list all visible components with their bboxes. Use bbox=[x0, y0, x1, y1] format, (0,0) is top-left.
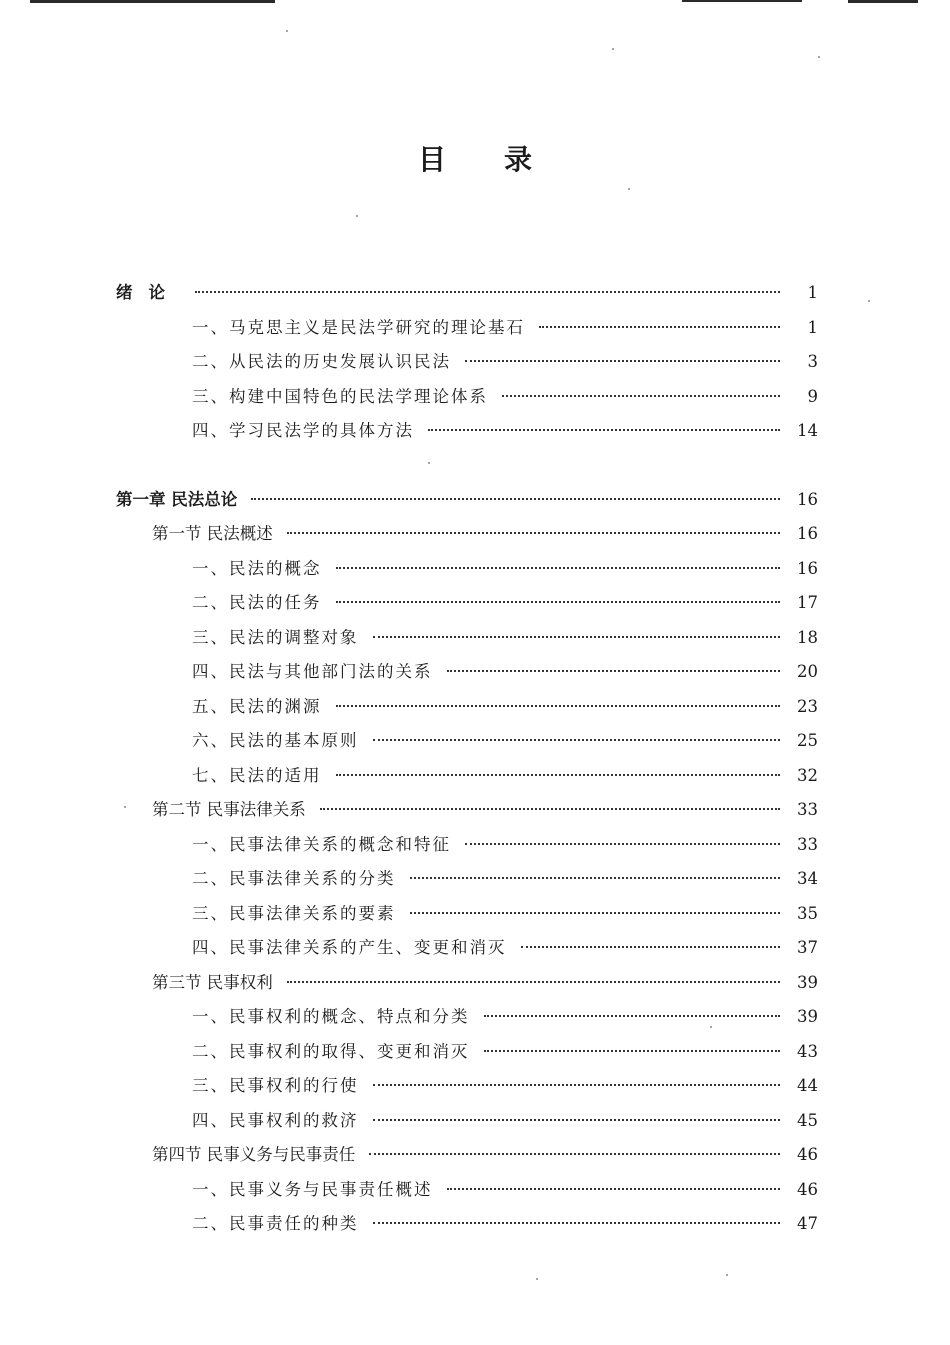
scan-speck bbox=[428, 462, 430, 464]
toc-entry-page: 43 bbox=[797, 1041, 818, 1061]
top-rule-right bbox=[848, 0, 918, 3]
toc-entry[interactable] bbox=[0, 828, 950, 863]
toc-entry-page: 16 bbox=[797, 558, 818, 578]
toc-entry[interactable] bbox=[0, 380, 950, 415]
toc-entry-page: 34 bbox=[797, 869, 818, 888]
toc-entry[interactable] bbox=[0, 793, 950, 828]
toc-entry-label: 一、民法的概念 bbox=[192, 558, 322, 578]
toc-entry[interactable] bbox=[0, 1035, 950, 1070]
toc-entry[interactable] bbox=[0, 1000, 950, 1035]
toc-leader-dots bbox=[521, 946, 781, 948]
toc-leader-dots bbox=[373, 1222, 781, 1224]
page-title: 目录 bbox=[417, 143, 590, 176]
toc-entry-page: 46 bbox=[797, 1145, 818, 1164]
toc-entry-page: 17 bbox=[797, 593, 818, 612]
scan-speck bbox=[536, 1278, 538, 1280]
toc-entry[interactable] bbox=[0, 276, 950, 311]
toc-leader-dots bbox=[484, 1050, 781, 1052]
toc-entry-label: 二、民事法律关系的分类 bbox=[192, 869, 396, 888]
toc-leader-dots bbox=[465, 843, 780, 845]
toc-leader-dots bbox=[336, 567, 781, 569]
scan-speck bbox=[286, 30, 288, 32]
toc-leader-dots bbox=[251, 498, 780, 500]
toc-entry-label: 三、民法的调整对象 bbox=[192, 627, 359, 647]
toc-entry-page: 39 bbox=[797, 1007, 818, 1026]
toc-entry-label: 七、民法的适用 bbox=[192, 765, 322, 785]
toc-entry-label: 四、民事法律关系的产生、变更和消灭 bbox=[192, 938, 507, 957]
toc-entry-page: 9 bbox=[807, 386, 818, 406]
toc-leader-dots bbox=[336, 601, 781, 603]
toc-entry-label: 四、民法与其他部门法的关系 bbox=[192, 662, 433, 681]
toc-entry-label: 一、民事权利的概念、特点和分类 bbox=[192, 1007, 470, 1026]
toc-leader-dots bbox=[369, 1153, 780, 1155]
toc-entry[interactable] bbox=[0, 690, 950, 725]
toc-entry-page: 16 bbox=[797, 489, 818, 509]
toc-leader-dots bbox=[373, 739, 781, 741]
toc-entry[interactable] bbox=[0, 483, 950, 518]
toc-entry-label: 六、民法的基本原则 bbox=[192, 731, 359, 750]
toc-entry-label: 第一节 民法概述 bbox=[152, 524, 273, 543]
scan-speck bbox=[818, 56, 820, 58]
toc-entry-label: 绪论 bbox=[116, 283, 181, 302]
toc-entry[interactable] bbox=[0, 966, 950, 1001]
toc-entry-label: 三、构建中国特色的民法学理论体系 bbox=[192, 386, 488, 406]
toc-leader-dots bbox=[287, 981, 780, 983]
toc-entry-label: 一、民事法律关系的概念和特征 bbox=[192, 834, 451, 854]
toc-entry[interactable] bbox=[0, 1173, 950, 1208]
toc-entry[interactable] bbox=[0, 621, 950, 656]
toc-entry-page: 35 bbox=[797, 903, 818, 923]
toc-entry[interactable] bbox=[0, 931, 950, 966]
toc-entry-page: 14 bbox=[797, 421, 818, 440]
toc-leader-dots bbox=[287, 532, 780, 534]
toc-entry[interactable] bbox=[0, 897, 950, 932]
toc-leader-dots bbox=[410, 877, 781, 879]
scan-speck bbox=[356, 215, 358, 217]
toc-entry-label: 二、民事责任的种类 bbox=[192, 1214, 359, 1233]
toc-entry-label: 一、马克思主义是民法学研究的理论基石 bbox=[192, 317, 525, 337]
toc-entry-page: 39 bbox=[797, 972, 818, 992]
toc-entry-label: 四、民事权利的救济 bbox=[192, 1110, 359, 1130]
toc-entry-page: 1 bbox=[807, 283, 818, 302]
toc-entry-page: 37 bbox=[797, 938, 818, 957]
toc-entry-label: 三、民事权利的行使 bbox=[192, 1076, 359, 1095]
toc-entry[interactable] bbox=[0, 1069, 950, 1104]
toc-leader-dots bbox=[320, 808, 780, 810]
toc-entry-page: 33 bbox=[797, 800, 818, 819]
toc-entry[interactable] bbox=[0, 724, 950, 759]
toc-leader-dots bbox=[447, 670, 781, 672]
scan-speck bbox=[726, 1274, 728, 1276]
toc-entry-page: 20 bbox=[797, 662, 818, 681]
toc-leader-dots bbox=[195, 291, 780, 293]
toc-leader-dots bbox=[428, 429, 780, 431]
toc-entry-page: 45 bbox=[797, 1110, 818, 1130]
toc-entry-label: 三、民事法律关系的要素 bbox=[192, 903, 396, 923]
toc-entry[interactable] bbox=[0, 1138, 950, 1173]
toc-entry[interactable] bbox=[0, 311, 950, 346]
toc-entry-page: 47 bbox=[797, 1214, 818, 1233]
toc-entry-page: 46 bbox=[797, 1179, 818, 1199]
toc-leader-dots bbox=[336, 705, 781, 707]
toc-entry[interactable] bbox=[0, 586, 950, 621]
toc-entry[interactable] bbox=[0, 1207, 950, 1242]
toc-leader-dots bbox=[373, 1084, 781, 1086]
toc-entry[interactable] bbox=[0, 1104, 950, 1139]
toc-leader-dots bbox=[410, 912, 781, 914]
toc-leader-dots bbox=[373, 636, 781, 638]
toc-entry[interactable] bbox=[0, 345, 950, 380]
toc-leader-dots bbox=[502, 395, 780, 397]
toc-entry[interactable] bbox=[0, 552, 950, 587]
toc-entry-label: 二、民事权利的取得、变更和消灭 bbox=[192, 1041, 470, 1061]
toc-entry-label: 第四节 民事义务与民事责任 bbox=[152, 1145, 356, 1164]
toc-entry-label: 第二节 民事法律关系 bbox=[152, 800, 306, 819]
scan-speck bbox=[710, 1026, 712, 1028]
toc-entry-label: 五、民法的渊源 bbox=[192, 696, 322, 716]
toc-entry-label: 第三节 民事权利 bbox=[152, 972, 273, 992]
toc-entry-label: 四、学习民法学的具体方法 bbox=[192, 421, 414, 440]
toc-entry[interactable] bbox=[0, 655, 950, 690]
top-rule-middle bbox=[682, 0, 802, 2]
toc-entry-page: 44 bbox=[797, 1076, 818, 1095]
table-of-contents bbox=[0, 276, 950, 1242]
toc-entry[interactable] bbox=[0, 517, 950, 552]
toc-entry-page: 32 bbox=[797, 765, 818, 785]
toc-leader-dots bbox=[336, 774, 781, 776]
top-rule-left bbox=[30, 0, 275, 3]
toc-entry-page: 16 bbox=[797, 524, 818, 543]
toc-entry-page: 18 bbox=[797, 627, 818, 647]
toc-entry-page: 3 bbox=[807, 352, 818, 371]
scan-speck bbox=[628, 188, 630, 190]
toc-entry-page: 25 bbox=[797, 731, 818, 750]
toc-entry-label: 一、民事义务与民事责任概述 bbox=[192, 1179, 433, 1199]
scan-speck bbox=[124, 806, 126, 808]
toc-leader-dots bbox=[465, 360, 780, 362]
toc-entry[interactable] bbox=[0, 862, 950, 897]
toc-leader-dots bbox=[447, 1188, 781, 1190]
toc-entry-page: 23 bbox=[797, 696, 818, 716]
toc-entry-label: 二、从民法的历史发展认识民法 bbox=[192, 352, 451, 371]
toc-leader-dots bbox=[373, 1119, 781, 1121]
toc-entry[interactable] bbox=[0, 414, 950, 449]
toc-entry-page: 1 bbox=[807, 317, 818, 337]
toc-entry-label: 二、民法的任务 bbox=[192, 593, 322, 612]
toc-entry[interactable] bbox=[0, 759, 950, 794]
toc-leader-dots bbox=[484, 1015, 781, 1017]
toc-entry-label: 第一章 民法总论 bbox=[116, 489, 238, 509]
toc-leader-dots bbox=[539, 326, 780, 328]
scan-speck bbox=[868, 300, 870, 302]
scan-speck bbox=[612, 48, 614, 50]
toc-entry-page: 33 bbox=[797, 834, 818, 854]
